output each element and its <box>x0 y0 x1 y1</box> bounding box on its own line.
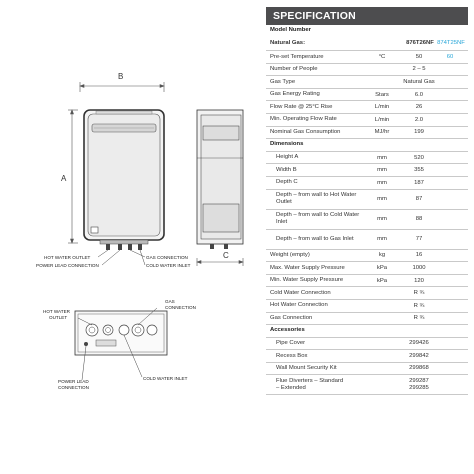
dimension-c-label: C <box>223 251 229 260</box>
spec-row: Depth – from wall to Hot Water Outlet mm 87 <box>266 190 468 210</box>
label-cold-water-inlet-bottom: COLD WATER INLET <box>143 376 188 381</box>
spec-row: Cold Water Connection R ¾ <box>266 287 468 300</box>
spec-row: Width B mm 355 <box>266 164 468 177</box>
dimension-c <box>197 258 243 266</box>
spec-row: Flow Rate @ 25°C Rise L/min 26 <box>266 101 468 114</box>
spec-row: Nominal Gas Consumption MJ/hr 199 <box>266 127 468 140</box>
label-gas-connection-front: GAS CONNECTION <box>146 255 188 260</box>
model-b: 874T25NF <box>437 40 465 46</box>
label-gas-connection-bottom-2: CONNECTION <box>165 305 196 310</box>
spec-row: Pre-set Temperature °C 50 60 <box>266 51 468 64</box>
heater-front-view <box>84 110 164 250</box>
model-number-label: Model Number <box>270 27 311 33</box>
spec-row: Gas Energy Rating Stars 6.0 <box>266 89 468 102</box>
label-power-lead-bottom-1: POWER LEAD <box>58 379 89 384</box>
accessory-row: Recess Box 299842 <box>266 350 468 363</box>
label-hot-water-outlet-bottom-2: OUTLET <box>49 315 68 320</box>
spec-row: Depth – from wall to Cold Water Inlet mm 88 <box>266 210 468 230</box>
spec-row: Min. Water Supply Pressure kPa 120 <box>266 275 468 288</box>
spec-row: Hot Water Connection R ¾ <box>266 300 468 313</box>
natural-gas-label: Natural Gas: <box>270 40 306 46</box>
heater-side-view <box>197 110 243 249</box>
spec-row: Min. Operating Flow Rate L/min 2.0 <box>266 114 468 127</box>
label-power-lead-front: POWER LEAD CONNECTION <box>36 263 99 268</box>
label-cold-water-inlet-front: COLD WATER INLET <box>146 263 191 268</box>
spec-title: SPECIFICATION <box>266 7 468 25</box>
label-gas-connection-bottom-1: GAS <box>165 299 175 304</box>
spec-row: Gas Type Natural Gas <box>266 76 468 89</box>
dimension-b-label: B <box>118 72 124 81</box>
dimension-a-label: A <box>61 174 67 183</box>
spec-row: Height A mm 520 <box>266 152 468 165</box>
label-hot-water-outlet-front: HOT WATER OUTLET <box>44 255 91 260</box>
spec-row: Max. Water Supply Pressure kPa 1000 <box>266 262 468 275</box>
spec-row: Depth – from wall to Gas Inlet mm 77 <box>266 230 468 250</box>
natural-gas-row <box>266 36 468 50</box>
model-a: 876T26NF <box>406 40 434 46</box>
dimension-b <box>80 82 164 92</box>
accessory-row: Pipe Cover 299426 <box>266 338 468 351</box>
dimensions-heading: Dimensions <box>266 139 468 152</box>
spec-row: Depth C mm 187 <box>266 177 468 190</box>
accessories-heading: Accessories <box>266 325 468 338</box>
dimension-a <box>68 110 78 243</box>
spec-row: Gas Connection R ¾ <box>266 313 468 326</box>
heater-bottom-view <box>75 311 167 355</box>
spec-row: Number of People 2 – 5 <box>266 64 468 77</box>
accessory-row: Flue Diverters – Standard – Extended 299287 299285 <box>266 375 468 395</box>
specification-table <box>266 7 468 395</box>
accessory-row: Wall Mount Security Kit 299868 <box>266 363 468 376</box>
general-rows <box>266 50 468 139</box>
spec-row: Weight (empty) kg 16 <box>266 250 468 263</box>
label-hot-water-outlet-bottom-1: HOT WATER <box>43 309 70 314</box>
label-power-lead-bottom-2: CONNECTION <box>58 385 89 390</box>
